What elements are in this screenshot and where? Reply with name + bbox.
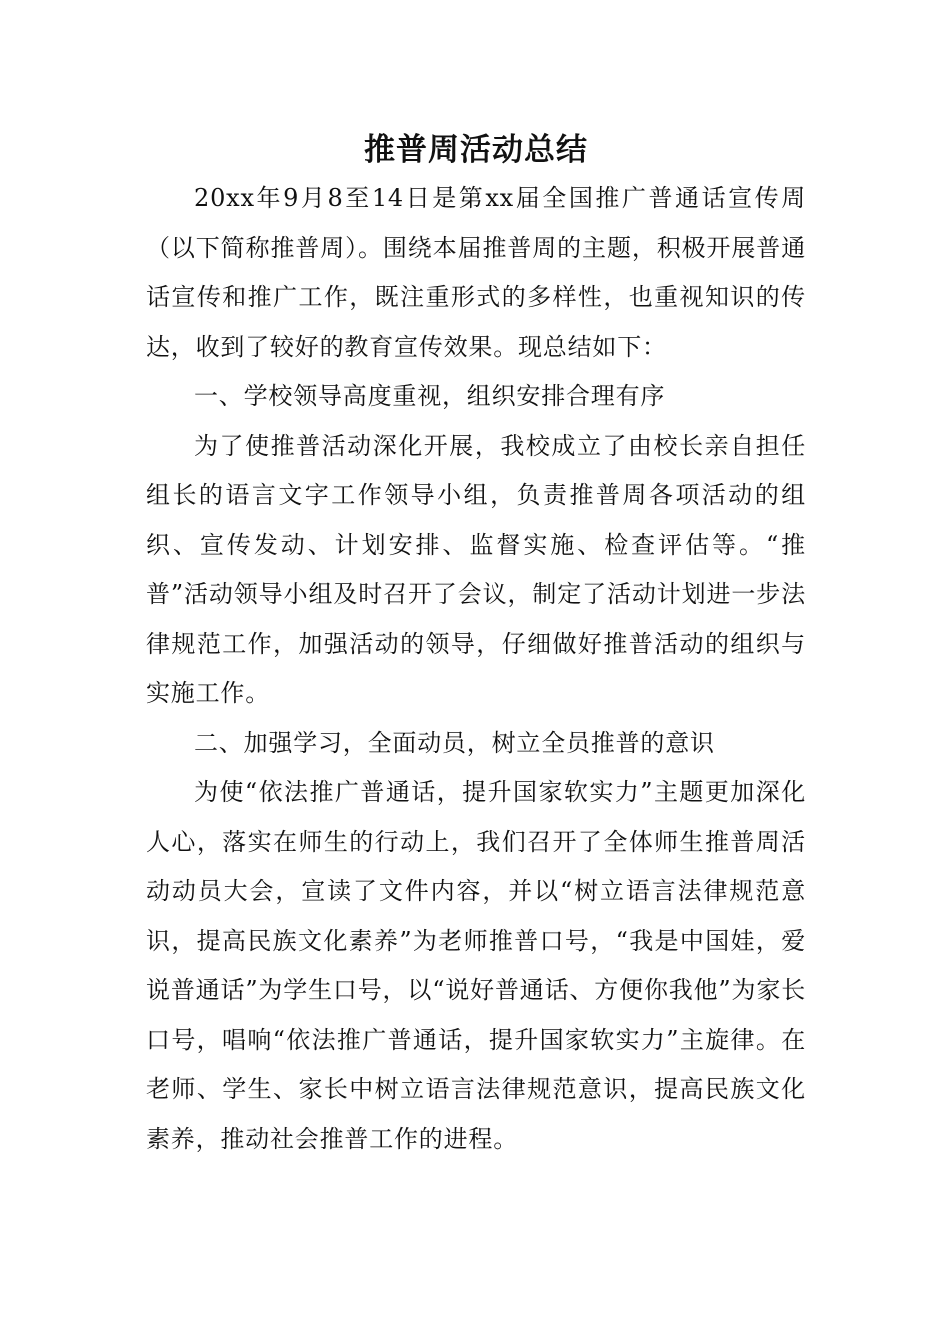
document-title: 推普周活动总结 <box>364 132 588 168</box>
section-1-heading: 一、学校领导高度重视，组织安排合理有序 <box>194 382 666 410</box>
section-2-heading: 二、加强学习，全面动员，树立全员推普的意识 <box>194 728 715 757</box>
intro-paragraph: 20xx年9月8至14日是第xx届全国推广普通话宣传周（以下简称推普周）。围绕本届推普周的主题，积极开展普通话宣传和推广工作，既注重形式的多样性，也重视知识的传达，收到了较好的教育宣传效果。现总结如下： <box>146 184 806 361</box>
section-1-paragraph: 为了使推普活动深化开展，我校成立了由校长亲自担任组长的语言文字工作领导小组，负责推普周各项活动的组织、宣传发动、计划安排、监督实施、检查评估等。“推普”活动领导小组及时召开了会议，制定了活动计划进一步法律规范工作，加强活动的领导，仔细做好推普活动的组织与实施工作。 <box>146 431 806 707</box>
section-2-paragraph: 为使“依法推广普通话，提升国家软实力”主题更加深化人心，落实在师生的行动上，我们召开了全体师生推普周活动动员大会，宣读了文件内容，并以“树立语言法律规范意识，提高民族文化素养”为老师推普口号，“我是中国娃，爱说普通话”为学生口号，以“说好普通话、方便你我他”为家长口号，唱响“依法推广普通话，提升国家软实力”主旋律。在老师、学生、家长中树立语言法律规范意识，提高民族文化素养，推动社会推普工作的进程。 <box>146 778 806 1153</box>
document-body <box>146 126 806 1164</box>
